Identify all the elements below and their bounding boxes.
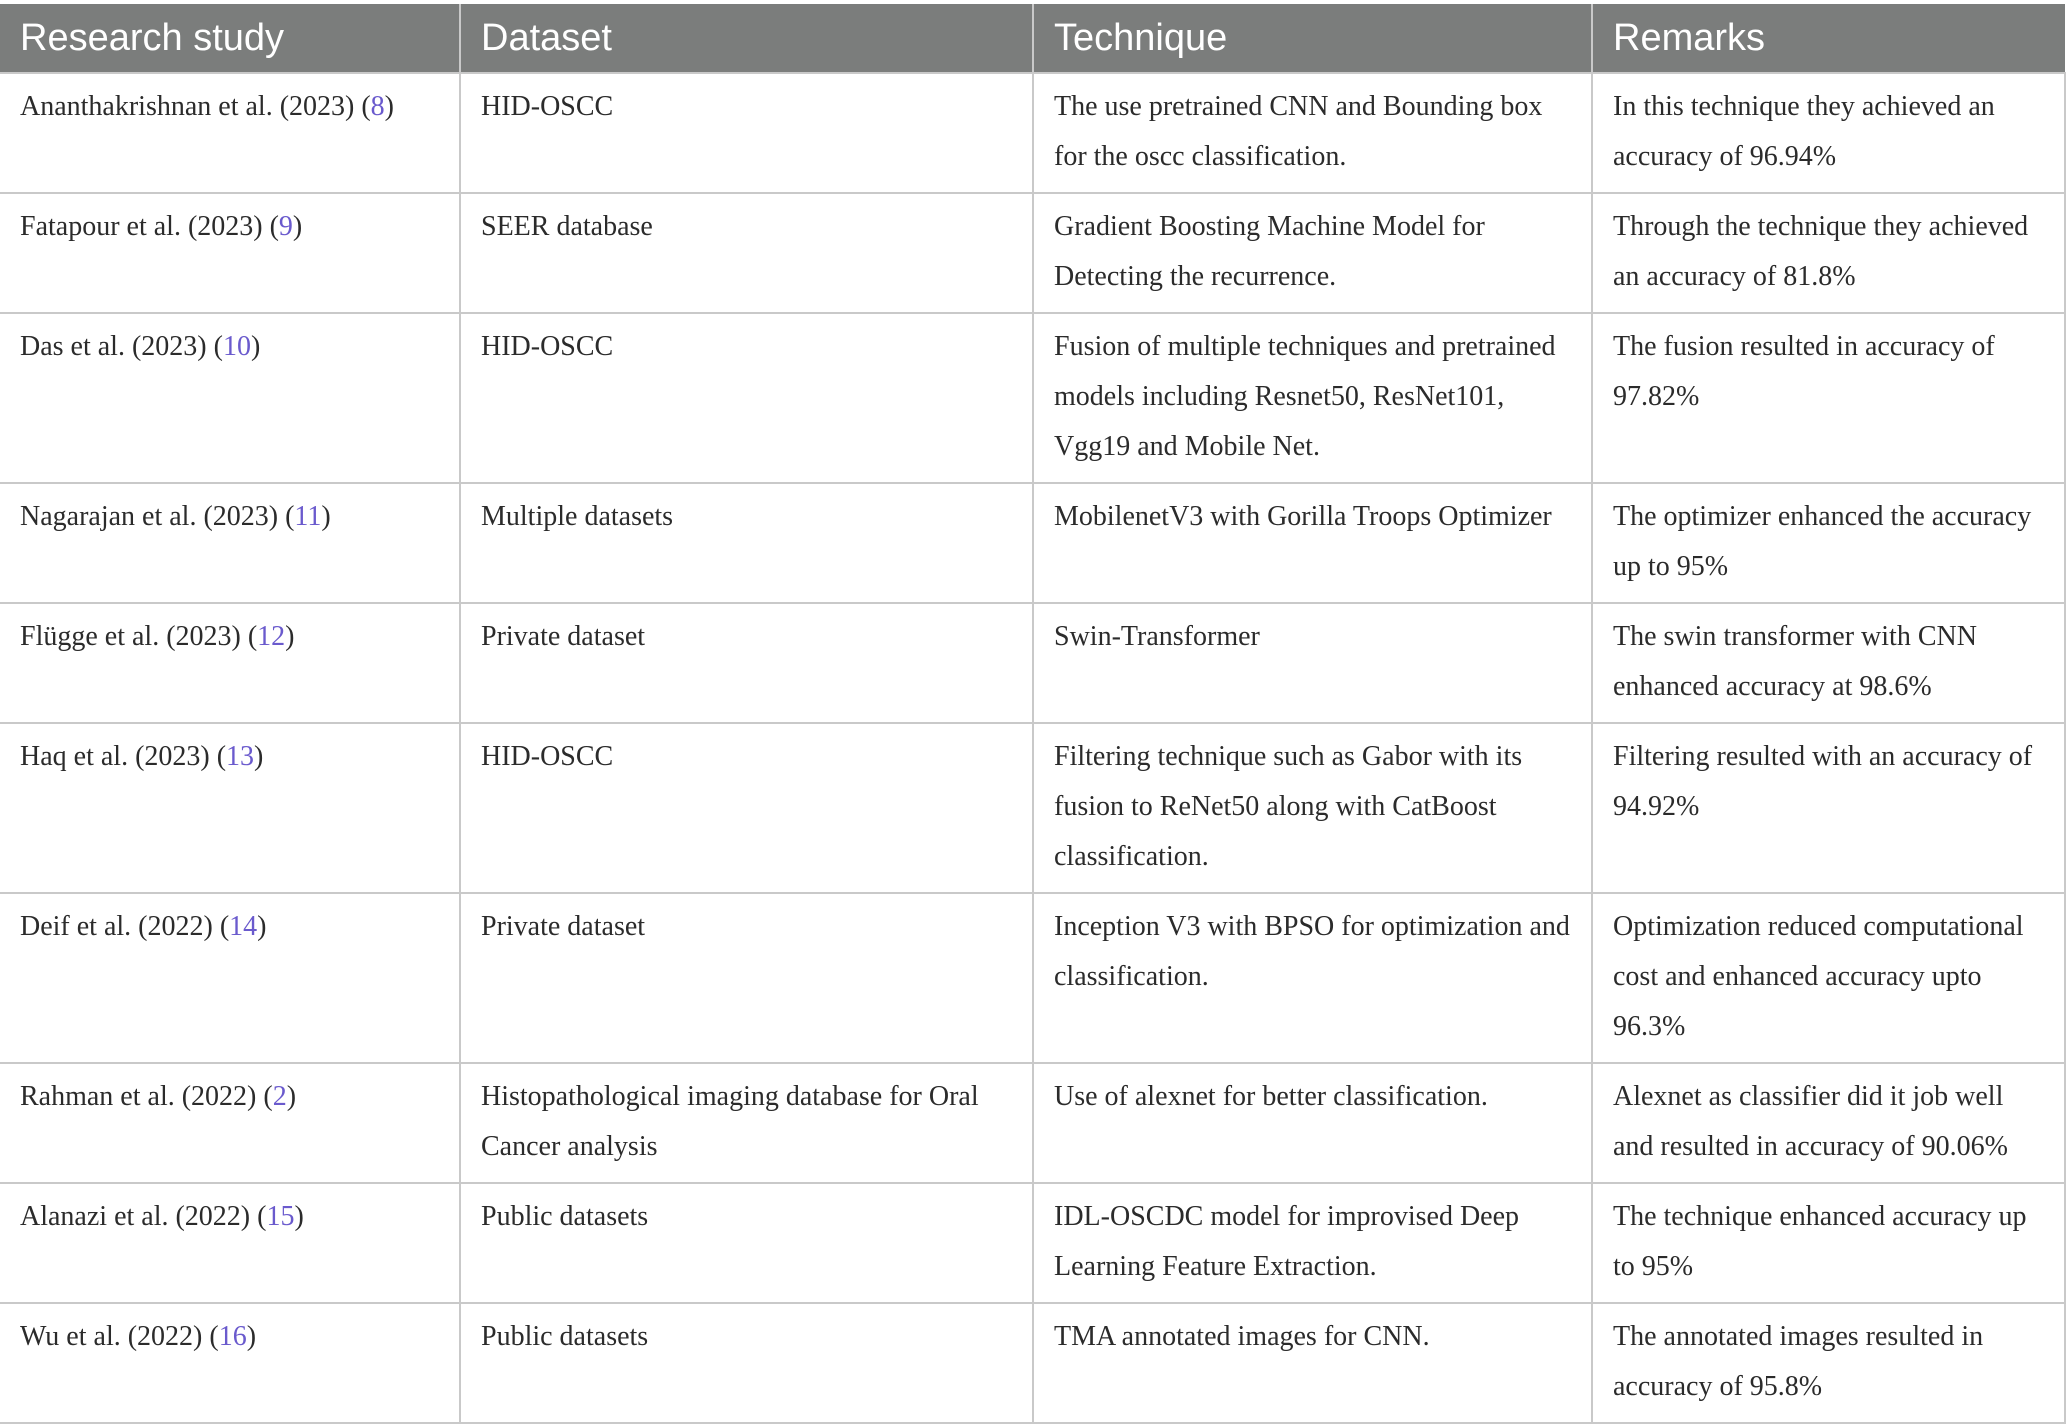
- study-close: ): [294, 1201, 304, 1232]
- study-text: Haq et al. (2023) (: [20, 741, 227, 772]
- header-research-study: Research study: [0, 4, 460, 73]
- reference-link[interactable]: 2: [272, 1081, 287, 1112]
- remarks-cell: In this technique they achieved an accuracy of 96.94%: [1592, 73, 2065, 193]
- study-text: Das et al. (2023) (: [20, 331, 223, 362]
- study-close: ): [384, 91, 394, 122]
- dataset-cell: Public datasets: [460, 1183, 1033, 1303]
- study-cell: [0, 1303, 460, 1423]
- technique-cell: Use of alexnet for better classification.: [1033, 1063, 1592, 1183]
- remarks-cell: The annotated images resulted in accuracy of 95.8%: [1592, 1303, 2065, 1423]
- remarks-cell: The technique enhanced accuracy up to 95%: [1592, 1183, 2065, 1303]
- header-dataset: Dataset: [460, 4, 1033, 73]
- reference-link[interactable]: 9: [278, 211, 293, 242]
- study-close: ): [285, 621, 295, 652]
- reference-link[interactable]: 14: [229, 911, 258, 942]
- study-close: ): [321, 501, 331, 532]
- study-cell: [0, 73, 460, 193]
- table-row: [0, 1063, 2065, 1183]
- table-row: [0, 893, 2065, 1063]
- dataset-cell: Histopathological imaging database for Oral Cancer analysis: [460, 1063, 1033, 1183]
- study-cell: [0, 1183, 460, 1303]
- study-cell: [0, 1063, 460, 1183]
- comparison-table-container: [0, 4, 2067, 1424]
- reference-link[interactable]: 16: [218, 1321, 247, 1352]
- dataset-cell: HID-OSCC: [460, 73, 1033, 193]
- study-text: Deif et al. (2022) (: [20, 911, 230, 942]
- technique-cell: Fusion of multiple techniques and pretrained models including Resnet50, ResNet101, Vgg19 and Mobile Net.: [1033, 313, 1592, 483]
- technique-cell: TMA annotated images for CNN.: [1033, 1303, 1592, 1423]
- study-text: Flügge et al. (2023) (: [20, 621, 258, 652]
- study-cell: [0, 723, 460, 893]
- table-row: [0, 1303, 2065, 1423]
- reference-link[interactable]: 10: [222, 331, 251, 362]
- table-row: [0, 1183, 2065, 1303]
- technique-cell: Inception V3 with BPSO for optimization and classification.: [1033, 893, 1592, 1063]
- technique-cell: Gradient Boosting Machine Model for Detecting the recurrence.: [1033, 193, 1592, 313]
- table-row: [0, 193, 2065, 313]
- remarks-cell: Alexnet as classifier did it job well and resulted in accuracy of 90.06%: [1592, 1063, 2065, 1183]
- technique-cell: Filtering technique such as Gabor with its fusion to ReNet50 along with CatBoost classification.: [1033, 723, 1592, 893]
- technique-cell: IDL-OSCDC model for improvised Deep Learning Feature Extraction.: [1033, 1183, 1592, 1303]
- reference-link[interactable]: 8: [370, 91, 385, 122]
- comparison-table: [0, 4, 2066, 1424]
- study-close: ): [257, 911, 267, 942]
- reference-link[interactable]: 13: [226, 741, 255, 772]
- remarks-cell: Optimization reduced computational cost and enhanced accuracy upto 96.3%: [1592, 893, 2065, 1063]
- study-text: Ananthakrishnan et al. (2023) (: [20, 91, 371, 122]
- table-row: [0, 313, 2065, 483]
- study-close: ): [250, 331, 261, 362]
- table-row: [0, 73, 2065, 193]
- technique-cell: The use pretrained CNN and Bounding box for the oscc classification.: [1033, 73, 1592, 193]
- table-header-row: [0, 4, 2065, 73]
- table-row: [0, 483, 2065, 603]
- study-close: ): [292, 211, 303, 242]
- remarks-cell: The fusion resulted in accuracy of 97.82%: [1592, 313, 2065, 483]
- reference-link[interactable]: 12: [257, 621, 286, 652]
- study-text: Nagarajan et al. (2023) (: [20, 501, 295, 532]
- technique-cell: Swin-Transformer: [1033, 603, 1592, 723]
- remarks-cell: Through the technique they achieved an accuracy of 81.8%: [1592, 193, 2065, 313]
- study-close: ): [254, 741, 264, 772]
- study-cell: [0, 893, 460, 1063]
- remarks-cell: The swin transformer with CNN enhanced accuracy at 98.6%: [1592, 603, 2065, 723]
- table-row: [0, 603, 2065, 723]
- dataset-cell: Private dataset: [460, 893, 1033, 1063]
- study-text: Fatapour et al. (2023) (: [20, 211, 279, 242]
- study-cell: [0, 483, 460, 603]
- table-row: [0, 723, 2065, 893]
- study-cell: [0, 193, 460, 313]
- remarks-cell: Filtering resulted with an accuracy of 94.92%: [1592, 723, 2065, 893]
- dataset-cell: HID-OSCC: [460, 723, 1033, 893]
- reference-link[interactable]: 15: [266, 1201, 295, 1232]
- header-technique: Technique: [1033, 4, 1592, 73]
- dataset-cell: Multiple datasets: [460, 483, 1033, 603]
- study-close: ): [286, 1081, 297, 1112]
- reference-link[interactable]: 11: [294, 501, 322, 532]
- study-text: Wu et al. (2022) (: [20, 1321, 219, 1352]
- dataset-cell: SEER database: [460, 193, 1033, 313]
- dataset-cell: Public datasets: [460, 1303, 1033, 1423]
- technique-cell: MobilenetV3 with Gorilla Troops Optimizer: [1033, 483, 1592, 603]
- dataset-cell: HID-OSCC: [460, 313, 1033, 483]
- dataset-cell: Private dataset: [460, 603, 1033, 723]
- study-text: Rahman et al. (2022) (: [20, 1081, 273, 1112]
- study-cell: [0, 313, 460, 483]
- header-remarks: Remarks: [1592, 4, 2065, 73]
- study-cell: [0, 603, 460, 723]
- remarks-cell: The optimizer enhanced the accuracy up to 95%: [1592, 483, 2065, 603]
- study-close: ): [246, 1321, 257, 1352]
- study-text: Alanazi et al. (2022) (: [20, 1201, 267, 1232]
